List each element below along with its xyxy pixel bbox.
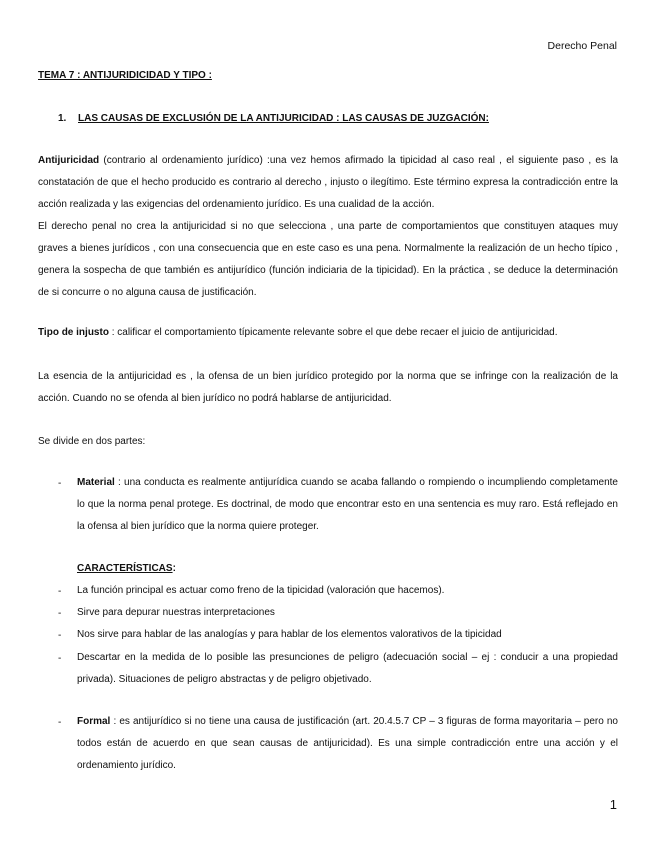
text-tipo-injusto: : calificar el comportamiento típicamente relevante sobre el que debe recaer el juicio de antijuricidad. <box>108 327 558 338</box>
caracteristicas-title: CARACTERÍSTICAS <box>77 563 173 574</box>
list-item-formal <box>77 711 618 777</box>
caracteristicas-suffix: : <box>172 563 176 574</box>
list-item-caracteristica: La función principal es actuar como freno de la tipicidad (valoración que hacemos). <box>77 585 445 596</box>
text-formal: : es antijurídico si no tiene una causa de justificación (art. 20.4.5.7 CP – 3 figuras de forma mayoritaria – pero no todos están de acuerdo en que sean causas de antijuricidad). Es una simple contradicción entre una acción y el ordenamiento jurídico. <box>77 716 618 771</box>
paragraph-antijuricidad <box>38 150 618 216</box>
list-item-caracteristica: Nos sirve para hablar de las analogías y para hablar de los elementos valorativos de la tipicidad <box>77 629 502 640</box>
bullet-dash: - <box>58 608 62 619</box>
text-material: : una conducta es realmente antijurídica cuando se acaba fallando o rompiendo o incumpliendo completamente lo que la norma penal protege. Es doctrinal, de modo que encontrar esto en una sentencia es muy raro. Está reflejado en la ofensa al bien jurídico que la norma quiere proteger. <box>77 477 618 532</box>
bullet-dash: - <box>58 717 62 728</box>
term-antijuricidad: Antijuricidad <box>38 155 100 166</box>
section-title: LAS CAUSAS DE EXCLUSIÓN DE LA ANTIJURICIDAD : LAS CAUSAS DE JUZGACIÓN: <box>78 113 489 124</box>
paragraph-derecho-penal: El derecho penal no crea la antijuricidad si no que selecciona , una parte de comportamientos que constituyen ataques muy graves a bienes jurídicos , con una consecuencia que en este caso es una pena. Normalmente la realización de un hecho típico , genera la sospecha de que también es antijurídico (función indiciaria de la tipicidad). En la práctica , se deduce la determinación de si concurre o no alguna causa de justificación. <box>38 221 618 298</box>
list-item-caracteristica: Descartar en la medida de lo posible las presunciones de peligro (adecuación social – ej : conducir a una propiedad privada). Situaciones de peligro abstractas y de peligro objetivado. <box>77 652 618 685</box>
term-formal: Formal <box>77 716 111 727</box>
bullet-dash: - <box>58 478 62 489</box>
term-material: Material <box>77 477 115 488</box>
header-course: Derecho Penal <box>547 40 617 52</box>
caracteristicas-heading <box>77 563 176 574</box>
list-item-material <box>77 472 618 538</box>
bullet-dash: - <box>58 586 62 597</box>
section-heading <box>58 113 489 124</box>
text-antijuricidad: (contrario al ordenamiento jurídico) :una vez hemos afirmado la tipicidad al caso real , el siguiente paso , es la constatación de que el hecho producido es contrario al derecho , injusto o ilegítimo. Este término expresa la contradicción entre la acción realizada y las exigencias del ordenamiento jurídico. Es una cualidad de la acción. <box>38 155 618 210</box>
paragraph-divide: Se divide en dos partes: <box>38 436 146 447</box>
term-tipo-injusto: Tipo de injusto <box>38 327 109 338</box>
paragraph-esencia: La esencia de la antijuricidad es , la ofensa de un bien jurídico protegido por la norma que se infringe con la realización de la acción. Cuando no se ofenda al bien jurídico no podrá hablarse de antijuricidad. <box>38 371 618 404</box>
paragraph-tipo-injusto <box>38 322 618 344</box>
section-number: 1. <box>58 113 67 124</box>
page-number: 1 <box>609 797 617 812</box>
bullet-dash: - <box>58 630 62 641</box>
list-item-caracteristica: Sirve para depurar nuestras interpretaciones <box>77 607 275 618</box>
bullet-dash: - <box>58 653 62 664</box>
tema-title: TEMA 7 : ANTIJURIDICIDAD Y TIPO : <box>38 70 212 81</box>
